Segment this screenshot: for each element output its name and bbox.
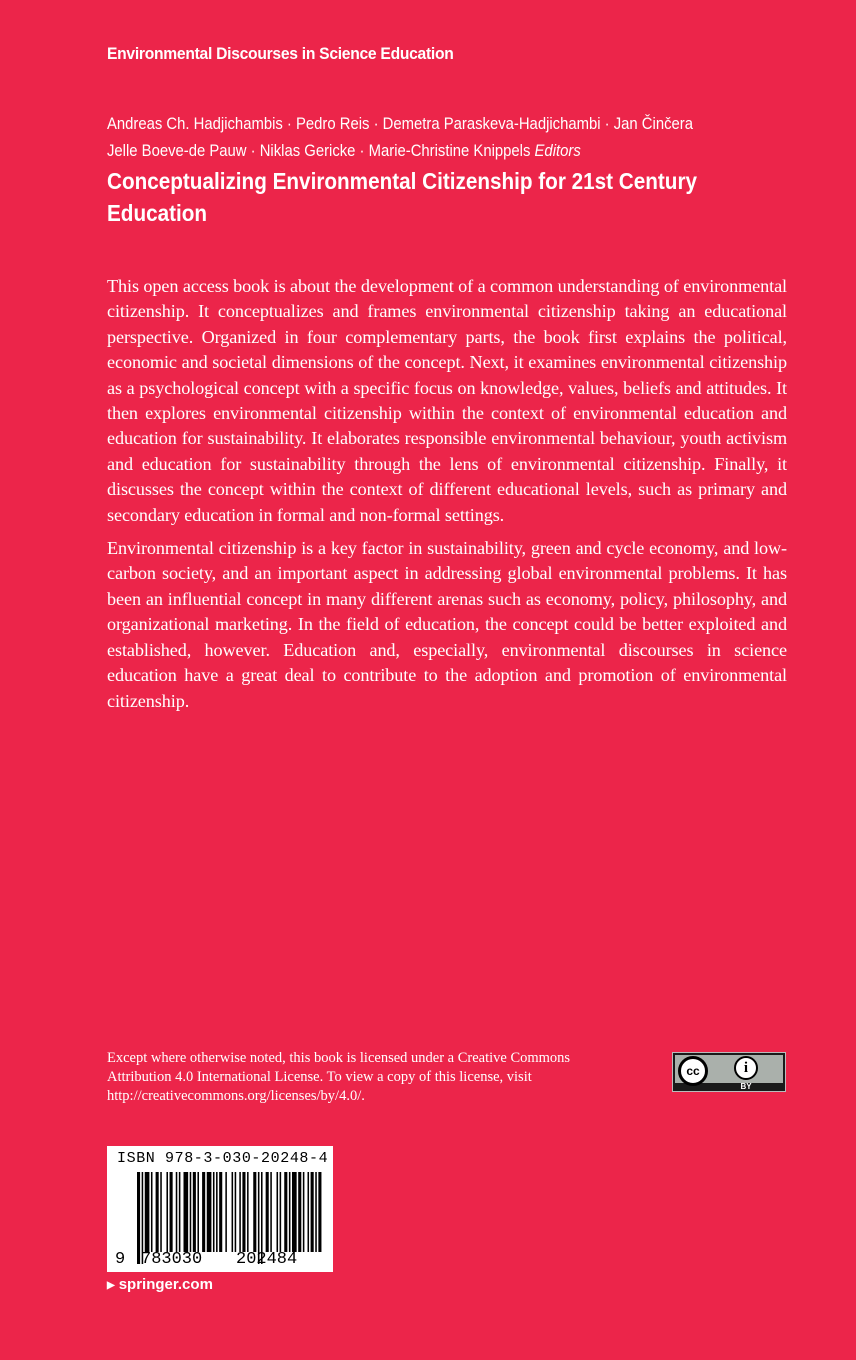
editors-list	[107, 111, 791, 165]
isbn-barcode	[107, 1146, 333, 1272]
barcode-bar	[308, 1172, 310, 1252]
barcode-bar	[311, 1172, 314, 1252]
barcode-bar	[253, 1172, 256, 1252]
book-title: Conceptualizing Environmental Citizenship for 21st Century Education	[107, 168, 698, 226]
barcode-bar	[151, 1172, 153, 1252]
arrow-right-icon: ▶	[107, 1280, 115, 1291]
barcode-bar	[298, 1172, 301, 1252]
barcode-bar	[216, 1172, 218, 1252]
barcode-digits-right: 202484	[236, 1250, 298, 1269]
barcode-bar	[318, 1172, 321, 1252]
website-link[interactable]: springer.com	[118, 1276, 213, 1293]
publisher-website[interactable]	[107, 1276, 213, 1293]
editors-line-1: Andreas Ch. Hadjichambis · Pedro Reis · Demetra Paraskeva-Hadjichambi · Jan Činčera	[107, 115, 693, 133]
by-label: BY	[740, 1082, 752, 1091]
barcode-bar	[137, 1172, 140, 1264]
barcode-bar	[176, 1172, 178, 1252]
barcode-bar	[190, 1172, 192, 1252]
barcode-bar	[202, 1172, 205, 1252]
editors-names: Jelle Boeve-de Pauw · Niklas Gericke · Marie-Christine Knippels	[107, 142, 531, 160]
series-title: Environmental Discourses in Science Education	[107, 44, 454, 63]
editors-line-2	[107, 138, 791, 165]
barcode-bar	[266, 1172, 269, 1252]
editors-role: Editors	[534, 142, 581, 160]
barcode-bar	[184, 1172, 189, 1252]
attribution-icon: i	[734, 1056, 758, 1080]
barcode-bar	[289, 1172, 291, 1252]
cc-by-license-badge[interactable]	[672, 1052, 786, 1092]
barcode-bar	[242, 1172, 245, 1252]
description-paragraph-1: This open access book is about the development of a common understanding of environmental citizenship. It conceptualizes and frames environmental citizenship taking an educational perspective. Organized in four complementary parts, the book first explains the political, economic and societal dimensions of the concept. Next, it examines environmental citizenship as a psychological concept with a specific focus on knowledge, values, beliefs and attitudes. It then explores environmental citizenship within the context of environmental education and education for sustainability. It elaborates responsible environmental behaviour, youth activism and education for sustainability through the lens of environmental citizenship. Finally, it discusses the concept within the context of different educational levels, such as primary and secondary education in formal and non-formal settings.	[107, 276, 787, 525]
barcode-bar	[280, 1172, 282, 1252]
barcode-bar	[247, 1172, 249, 1252]
barcode-bar	[239, 1172, 241, 1252]
barcode-bar	[193, 1172, 196, 1252]
barcode-bar	[232, 1172, 234, 1252]
barcode-bar	[213, 1172, 215, 1252]
barcode-bar	[277, 1172, 279, 1252]
barcode-bar	[219, 1172, 222, 1252]
book-description	[107, 274, 787, 722]
barcode-bar	[292, 1172, 297, 1252]
barcode-bar	[207, 1172, 212, 1252]
description-paragraph-2: Environmental citizenship is a key factor in sustainability, green and cycle economy, and low-carbon society, and an important aspect in addressing global environmental problems. It has been an influential concept in many different arenas such as economy, policy, philosophy, and organizational marketing. In the field of education, the concept could be better exploited and established, however. Education and, especially, environmental discourses in science education have a great deal to contribute to the adoption and promotion of environmental citizenship.	[107, 538, 787, 711]
barcode-bar	[235, 1172, 237, 1252]
cc-logo-icon: cc	[678, 1056, 708, 1086]
barcode-bar	[270, 1172, 272, 1252]
barcode-bar	[197, 1172, 199, 1252]
barcode-bar	[284, 1172, 287, 1252]
barcode-bar	[179, 1172, 181, 1252]
barcode-digits-left: 783030	[141, 1250, 203, 1269]
barcode-bar	[225, 1172, 227, 1252]
barcode-bar	[145, 1172, 150, 1252]
barcode-bar	[166, 1172, 168, 1252]
isbn-number: ISBN 978-3-030-20248-4	[117, 1150, 329, 1167]
barcode-bar	[160, 1172, 162, 1252]
barcode-digit-lead: 9	[115, 1250, 126, 1269]
license-notice: Except where otherwise noted, this book is licensed under a Creative Commons Attribution 4.0 International License. To view a copy of this license, visit http://creativecommons.org/licenses/by/4.0/.	[107, 1050, 571, 1104]
barcode-bar	[315, 1172, 317, 1252]
barcode-bar	[156, 1172, 159, 1252]
barcode-bar	[303, 1172, 305, 1252]
barcode-bar	[170, 1172, 173, 1252]
